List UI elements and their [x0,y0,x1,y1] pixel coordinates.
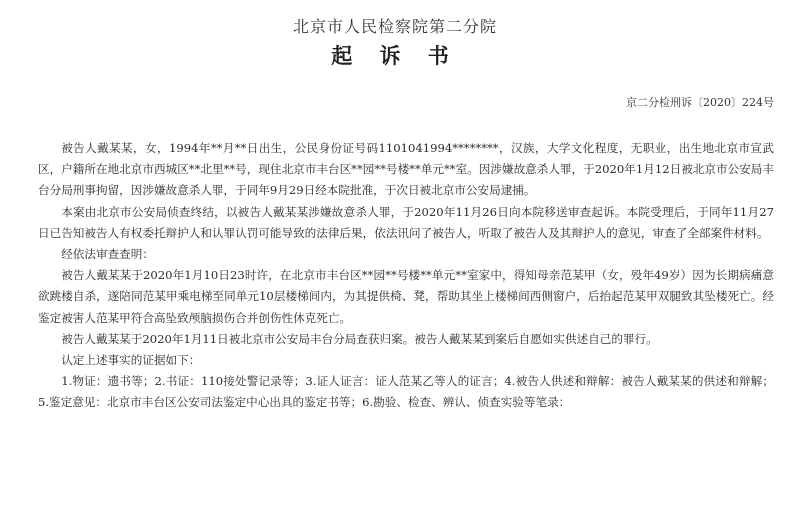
paragraph-evidence-heading: 认定上述事实的证据如下： [61,353,201,368]
paragraph-arrest: 被告人戴某某于2020年1月11日被北京市公安局丰台分局查获归案。被告人戴某某到案后自愿如实供述自己的罪行。 [61,331,658,346]
paragraph-facts: 被告人戴某某于2020年1月10日23时许，在北京市丰台区**园**号楼**单元**室家中，得知母亲范某甲（女，殁年49岁）因为长期病痛意欲跳楼自杀，遂陪同范某甲乘电梯至同单元10层楼梯间内，为其提供椅、凳，帮助其坐上楼梯间西侧窗户，后抬起范某甲双腿致其坠楼死亡。经鉴定被害人范某甲符合高坠致颅脑损伤合并创伤性休克死亡。 [38,268,774,325]
paragraph-defendant-info: 被告人戴某某，女，1994年**月**日出生，公民身份证号码1101041994********，汉族，大学文化程度，无职业，出生地北京市宣武区，户籍所在地北京市西城区**北里**号，现住北京市丰台区**园**号楼**单元**室。因涉嫌故意杀人罪，于2020年1月12日被北京市公安局丰台分局刑事拘留，因涉嫌故意杀人罪，于同年9月29日经本院批准，于次日被北京市公安局逮捕。 [38,141,774,198]
paragraph-evidence-list: 1.物证：遗书等；2.书证：110接处警记录等；3.证人证言：证人范某乙等人的证言；4.被告人供述和辩解：被告人戴某某的供述和辩解；5.鉴定意见：北京市丰台区公安司法鉴定中心出具的鉴定书等；6.勘验、检查、辨认、侦查实验等笔录： [38,374,774,410]
document-title: 起 诉 书 [331,43,459,68]
document-number: 京二分检刑诉〔2020〕224号 [626,96,774,109]
paragraph-case-procedure: 本案由北京市公安局侦查终结，以被告人戴某某涉嫌故意杀人罪，于2020年11月26日向本院移送审查起诉。本院受理后，于同年11月27日已告知被告人有权委托辩护人和认罪认罚可能导致的法律后果，依法讯问了被告人，听取了被告人及其辩护人的意见，审查了全部案件材料。 [38,204,774,240]
document-body [38,138,774,414]
issuing-organization: 北京市人民检察院第二分院 [292,17,497,36]
paragraph-findings-heading: 经依法审查查明： [61,247,154,262]
